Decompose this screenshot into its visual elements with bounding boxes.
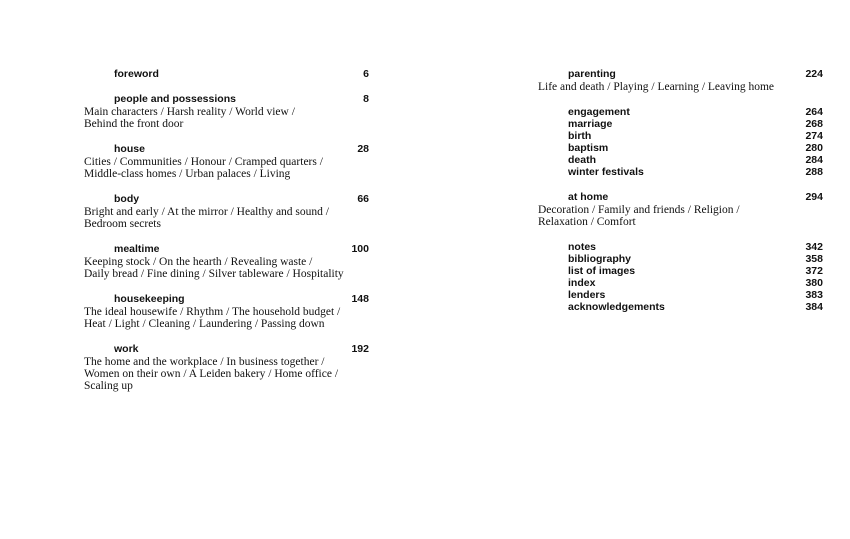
entry-title: death: [568, 154, 597, 166]
toc-entry-birth: [538, 130, 823, 142]
subtopic-line: Daily bread / Fine dining / Silver tableware / Hospitality: [84, 268, 344, 280]
entry-page: 224: [805, 68, 823, 80]
entry-subtopics: [84, 206, 369, 230]
entry-page: 384: [805, 301, 823, 313]
toc-back-matter-group: [538, 241, 823, 313]
toc-entry-housekeeping: [84, 293, 369, 330]
toc-entry-people-and-possessions: [84, 93, 369, 130]
entry-page: 372: [805, 265, 823, 277]
toc-rites-group: [538, 106, 823, 178]
toc-entry-list-of-images: [538, 265, 823, 277]
entry-title: bibliography: [568, 253, 631, 265]
entry-page: 274: [805, 130, 823, 142]
entry-title: work: [114, 343, 139, 355]
entry-title: body: [114, 193, 140, 205]
entry-page: 294: [805, 191, 823, 203]
subtopic-line: Main characters / Harsh reality / World view /: [84, 106, 295, 118]
entry-page: 28: [357, 143, 369, 155]
entry-subtopics: [84, 156, 369, 180]
entry-subtopics: [538, 204, 823, 228]
entry-page: 66: [357, 193, 369, 205]
subtopic-line: Keeping stock / On the hearth / Revealing waste /: [84, 256, 313, 268]
subtopic-line: Heat / Light / Cleaning / Laundering / Passing down: [84, 318, 325, 330]
entry-title: housekeeping: [114, 293, 185, 305]
entry-page: 192: [351, 343, 369, 355]
subtopic-line: Women on their own / A Leiden bakery / Home office /: [84, 368, 339, 380]
toc-entry-work: [84, 343, 369, 392]
entry-title: marriage: [568, 118, 613, 130]
entry-title: list of images: [568, 265, 636, 277]
toc-entry-mealtime: [84, 243, 369, 280]
toc-entry-baptism: [538, 142, 823, 154]
toc-entry-winter-festivals: [538, 166, 823, 178]
subtopic-line: Relaxation / Comfort: [538, 216, 636, 228]
subtopic-line: Decoration / Family and friends / Religion /: [538, 204, 740, 216]
subtopic-line: Cities / Communities / Honour / Cramped quarters /: [84, 156, 323, 168]
entry-title: foreword: [114, 68, 159, 80]
entry-page: 358: [805, 253, 823, 265]
toc-entry-notes: [538, 241, 823, 253]
toc-entry-house: [84, 143, 369, 180]
entry-page: 383: [805, 289, 823, 301]
toc-entry-parenting: [538, 68, 823, 93]
toc-entry-body: [84, 193, 369, 230]
entry-title: index: [568, 277, 596, 289]
entry-page: 148: [351, 293, 369, 305]
toc-entry-engagement: [538, 106, 823, 118]
entry-page: 8: [363, 93, 369, 105]
entry-title: engagement: [568, 106, 630, 118]
subtopic-line: The home and the workplace / In business together /: [84, 356, 325, 368]
entry-subtopics: [84, 256, 369, 280]
entry-title: acknowledgements: [568, 301, 665, 313]
subtopic-line: Bedroom secrets: [84, 218, 161, 230]
subtopic-line: Behind the front door: [84, 118, 184, 130]
entry-title: house: [114, 143, 145, 155]
entry-subtopics: [84, 306, 369, 330]
subtopic-line: Scaling up: [84, 380, 133, 392]
entry-subtopics: [538, 81, 823, 93]
entry-page: 288: [805, 166, 823, 178]
entry-page: 100: [351, 243, 369, 255]
entry-title: mealtime: [114, 243, 160, 255]
entry-title: winter festivals: [568, 166, 644, 178]
toc-left-column: [84, 68, 369, 405]
entry-title: notes: [568, 241, 597, 253]
toc-entry-acknowledgements: [538, 301, 823, 313]
entry-page: 268: [805, 118, 823, 130]
entry-page: 342: [805, 241, 823, 253]
entry-page: 284: [805, 154, 823, 166]
subtopic-line: Life and death / Playing / Learning / Leaving home: [538, 81, 774, 93]
toc-entry-marriage: [538, 118, 823, 130]
toc-entry-bibliography: [538, 253, 823, 265]
entry-title: at home: [568, 191, 609, 203]
toc-right-column: [538, 68, 823, 326]
entry-page: 264: [805, 106, 823, 118]
entry-title: people and possessions: [114, 93, 236, 105]
entry-page: 6: [363, 68, 369, 80]
entry-subtopics: [84, 356, 369, 392]
entry-title: lenders: [568, 289, 606, 301]
toc-entry-index: [538, 277, 823, 289]
subtopic-line: The ideal housewife / Rhythm / The household budget /: [84, 306, 341, 318]
subtopic-line: Middle-class homes / Urban palaces / Living: [84, 168, 291, 180]
entry-subtopics: [84, 106, 369, 130]
entry-page: 280: [805, 142, 823, 154]
toc-entry-foreword: [84, 68, 369, 80]
subtopic-line: Bright and early / At the mirror / Healthy and sound /: [84, 206, 329, 218]
entry-title: baptism: [568, 142, 609, 154]
toc-entry-death: [538, 154, 823, 166]
entry-title: birth: [568, 130, 592, 142]
toc-entry-lenders: [538, 289, 823, 301]
toc-entry-at-home: [538, 191, 823, 228]
entry-title: parenting: [568, 68, 616, 80]
entry-page: 380: [805, 277, 823, 289]
